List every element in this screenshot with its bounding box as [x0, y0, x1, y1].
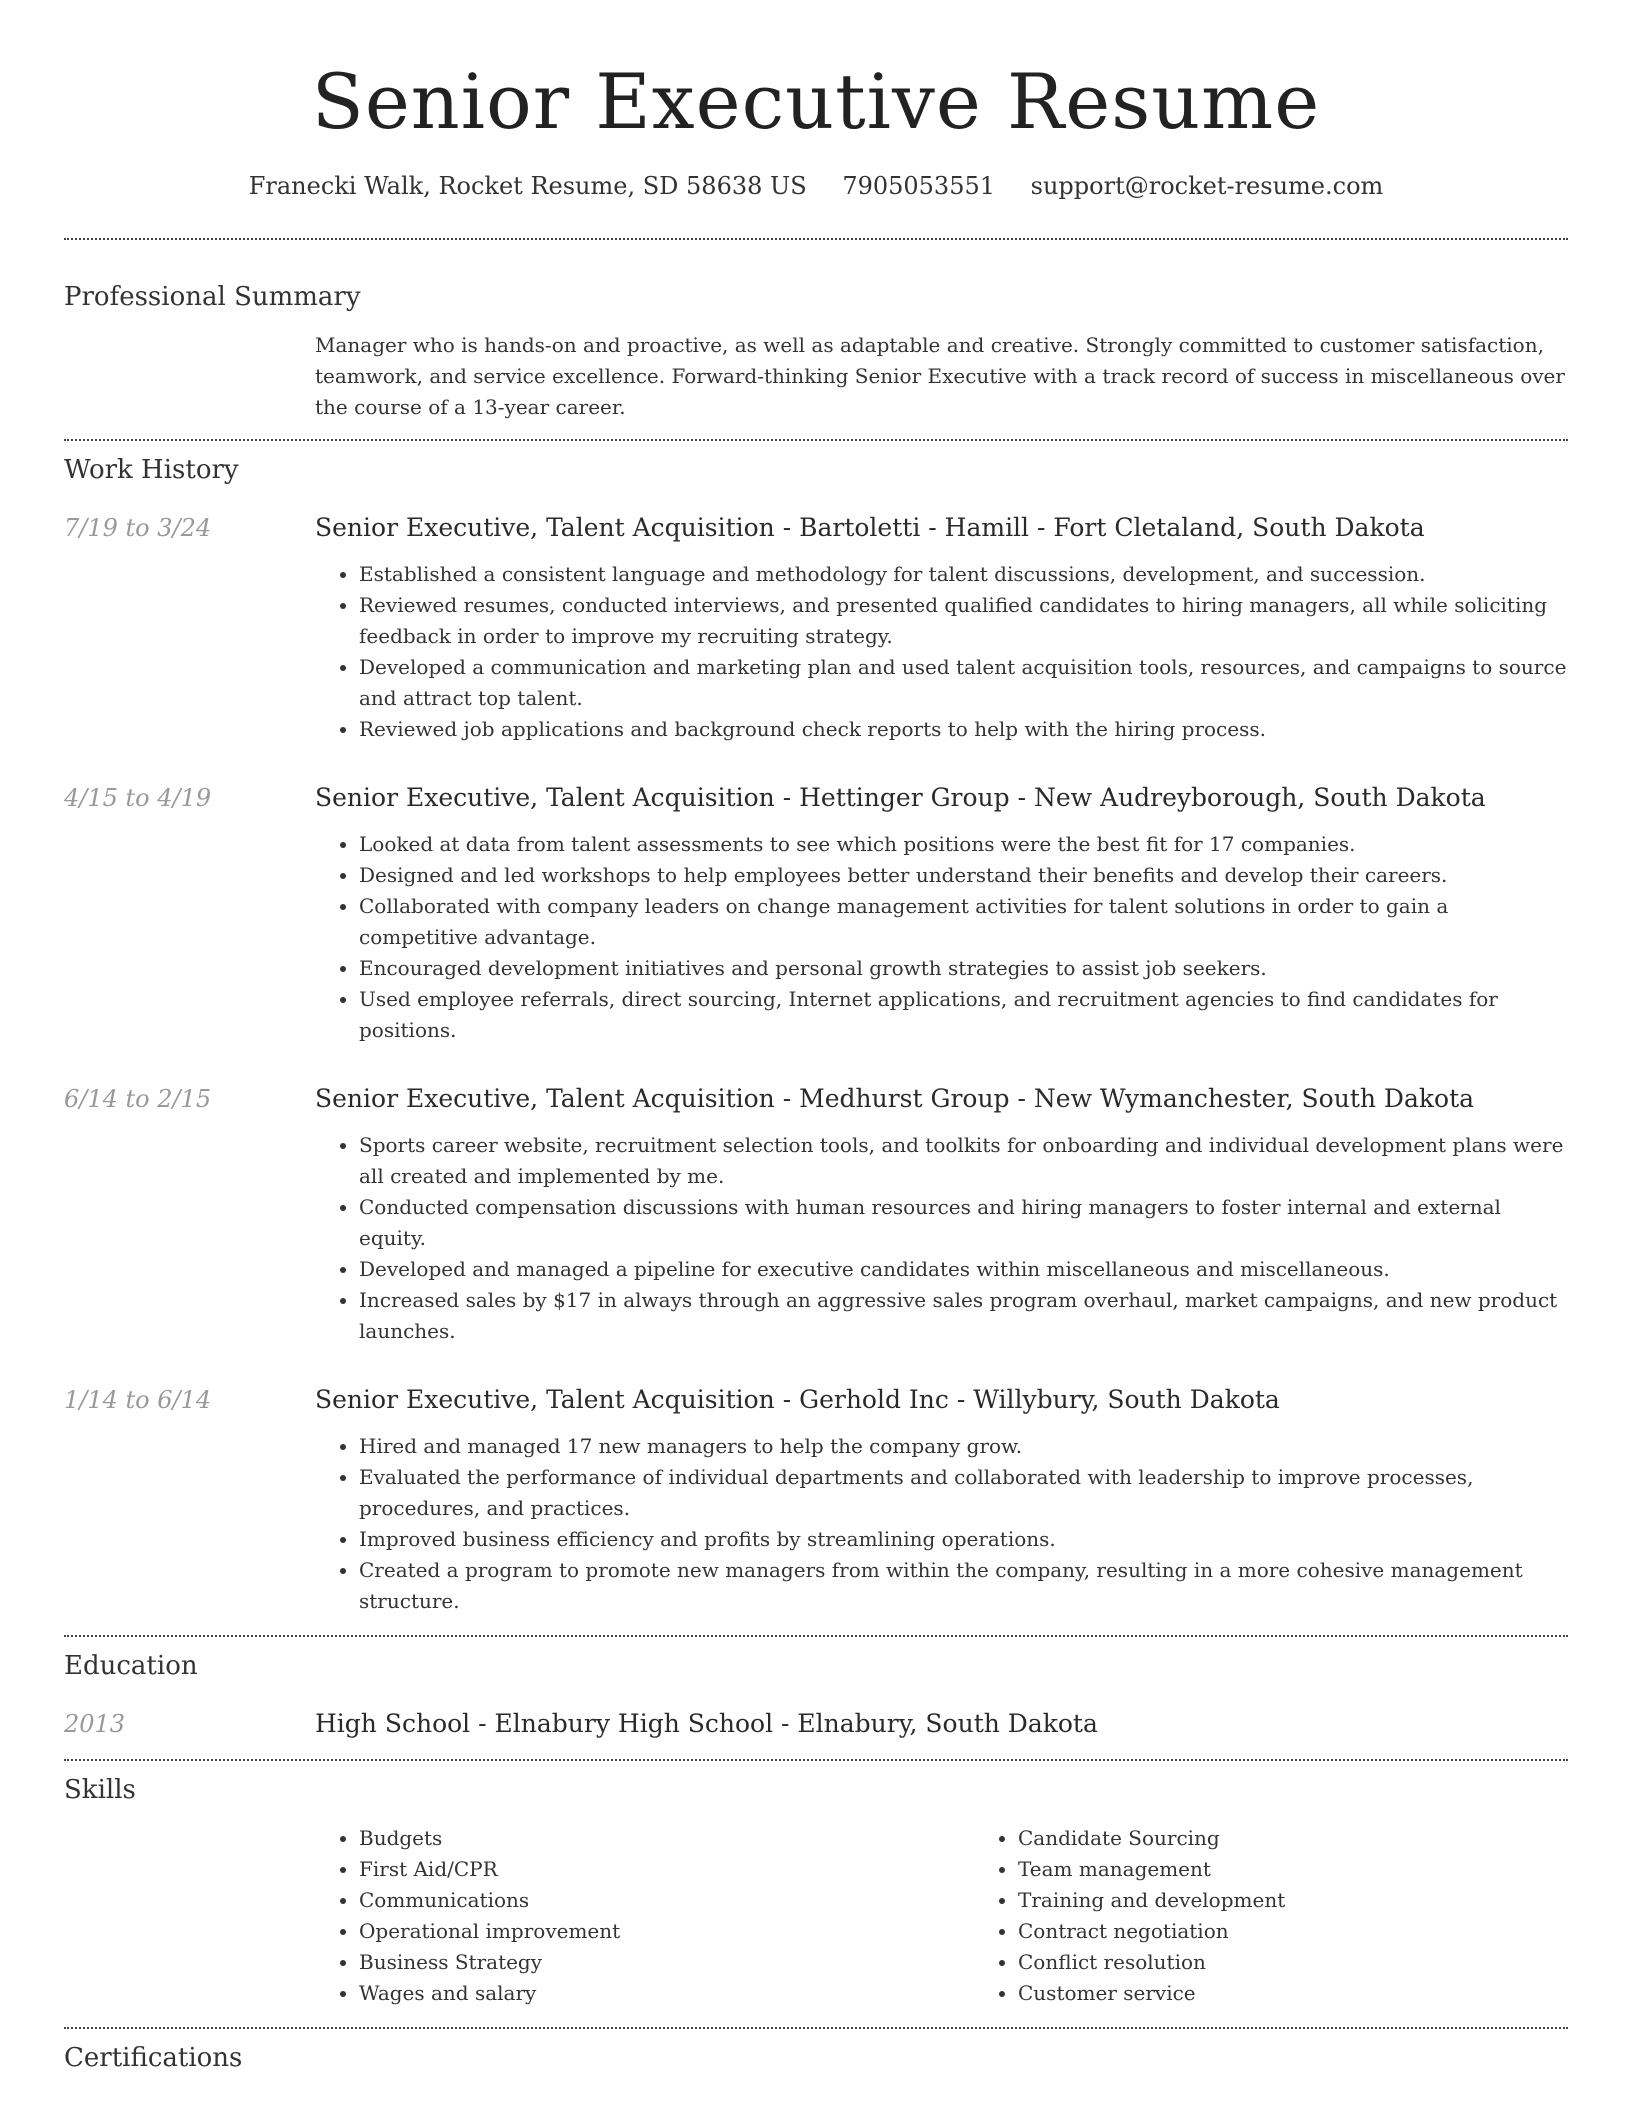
- job-bullet: • Sports career website, recruitment selection tools, and toolkits for onboarding and individual development plans were all created and implemented by me.: [359, 1130, 1568, 1192]
- job-entry: [64, 1383, 1568, 1617]
- job-title: Senior Executive, Talent Acquisition - Bartoletti - Hamill - Fort Cletaland, South Dakota: [315, 513, 1425, 542]
- job-bullet: • Established a consistent language and methodology for talent discussions, development, and succession.: [359, 559, 1568, 590]
- job-bullets: [315, 1431, 1568, 1617]
- job-dates: 6/14 to 2/15: [64, 1085, 212, 1113]
- job-bullet: • Used employee referrals, direct sourcing, Internet applications, and recruitment agencies to find candidates for positions.: [359, 984, 1568, 1046]
- job-bullet: • Designed and led workshops to help employees better understand their benefits and develop their careers.: [359, 860, 1568, 891]
- section-divider: [64, 1759, 1568, 1761]
- skills-left-spacer: [64, 1823, 315, 2009]
- job-dates: 7/19 to 3/24: [64, 514, 212, 542]
- job-bullets: [315, 1130, 1568, 1347]
- summary-heading: Professional Summary: [64, 282, 361, 312]
- job-bullets: [315, 829, 1568, 1046]
- job-title: Senior Executive, Talent Acquisition - Gerhold Inc - Willybury, South Dakota: [315, 1385, 1280, 1414]
- job-bullet: • Collaborated with company leaders on change management activities for talent solutions in order to gain a competitive advantage.: [359, 891, 1568, 953]
- job-bullet: • Reviewed resumes, conducted interviews, and presented qualified candidates to hiring managers, all while soliciting feedback in order to improve my recruiting strategy.: [359, 590, 1568, 652]
- job-bullet: • Improved business efficiency and profits by streamlining operations.: [359, 1524, 1568, 1555]
- summary-text: Manager who is hands-on and proactive, as well as adaptable and creative. Strongly committed to customer satisfaction, teamwork, and service excellence. Forward-thinking Senior Executive with a track record of success in miscellaneous over the course of a 13-year career.: [315, 333, 1565, 419]
- summary-left-spacer: [64, 330, 315, 423]
- job-entry: [64, 781, 1568, 1046]
- skill-item: • Wages and salary: [359, 1978, 974, 2009]
- work-history-heading: Work History: [64, 455, 239, 485]
- job-title: Senior Executive, Talent Acquisition - Hettinger Group - New Audreyborough, South Dakota: [315, 783, 1486, 812]
- job-entry: [64, 1082, 1568, 1347]
- skills-list-right: [974, 1823, 1632, 2009]
- skill-item: • Candidate Sourcing: [1018, 1823, 1632, 1854]
- job-bullet: • Reviewed job applications and background check reports to help with the hiring process.: [359, 714, 1568, 745]
- job-entry: [64, 511, 1568, 745]
- job-bullet: • Looked at data from talent assessments to see which positions were the best fit for 17 companies.: [359, 829, 1568, 860]
- resume-title: Senior Executive Resume: [311, 57, 1321, 146]
- skill-item: • Contract negotiation: [1018, 1916, 1632, 1947]
- job-dates: 4/15 to 4/19: [64, 784, 212, 812]
- skill-item: • Team management: [1018, 1854, 1632, 1885]
- job-bullet: • Hired and managed 17 new managers to help the company grow.: [359, 1431, 1568, 1462]
- skill-item: • Training and development: [1018, 1885, 1632, 1916]
- section-divider: [64, 1635, 1568, 1637]
- contact-phone: 7905053551: [842, 172, 996, 200]
- education-year: 2013: [64, 1710, 126, 1738]
- section-divider: [64, 2027, 1568, 2029]
- skills-row: [64, 1823, 1568, 2009]
- summary-row: [64, 330, 1568, 423]
- skills-heading: Skills: [64, 1775, 136, 1805]
- education-heading: Education: [64, 1651, 198, 1681]
- skill-item: • Customer service: [1018, 1978, 1632, 2009]
- contact-line: [64, 170, 1568, 202]
- job-bullet: • Increased sales by $17 in always through an aggressive sales program overhaul, market campaigns, and new product launches.: [359, 1285, 1568, 1347]
- job-bullet: • Evaluated the performance of individual departments and collaborated with leadership to improve processes, procedures, and practices.: [359, 1462, 1568, 1524]
- job-bullet: • Developed and managed a pipeline for executive candidates within miscellaneous and miscellaneous.: [359, 1254, 1568, 1285]
- skill-item: • Operational improvement: [359, 1916, 974, 1947]
- contact-email: support@rocket-resume.com: [1030, 172, 1384, 200]
- certifications-heading: Certifications: [64, 2043, 243, 2073]
- skill-item: • Budgets: [359, 1823, 974, 1854]
- job-bullets: [315, 559, 1568, 745]
- section-divider: [64, 439, 1568, 441]
- job-dates: 1/14 to 6/14: [64, 1386, 212, 1414]
- skill-item: • Conflict resolution: [1018, 1947, 1632, 1978]
- job-title: Senior Executive, Talent Acquisition - Medhurst Group - New Wymanchester, South Dakota: [315, 1084, 1475, 1113]
- education-entry: [64, 1707, 1568, 1741]
- resume-page: [64, 0, 1568, 2075]
- section-divider: [64, 238, 1568, 240]
- job-bullet: • Created a program to promote new managers from within the company, resulting in a more cohesive management structure.: [359, 1555, 1568, 1617]
- education-detail: High School - Elnabury High School - Elnabury, South Dakota: [315, 1709, 1098, 1738]
- job-bullet: • Developed a communication and marketing plan and used talent acquisition tools, resources, and campaigns to source and attract top talent.: [359, 652, 1568, 714]
- skills-list-left: [315, 1823, 974, 2009]
- skill-item: • First Aid/CPR: [359, 1854, 974, 1885]
- job-bullet: • Encouraged development initiatives and personal growth strategies to assist job seekers.: [359, 953, 1568, 984]
- skill-item: • Communications: [359, 1885, 974, 1916]
- job-bullet: • Conducted compensation discussions with human resources and hiring managers to foster internal and external equity.: [359, 1192, 1568, 1254]
- contact-address: Franecki Walk, Rocket Resume, SD 58638 US: [248, 172, 807, 200]
- skill-item: • Business Strategy: [359, 1947, 974, 1978]
